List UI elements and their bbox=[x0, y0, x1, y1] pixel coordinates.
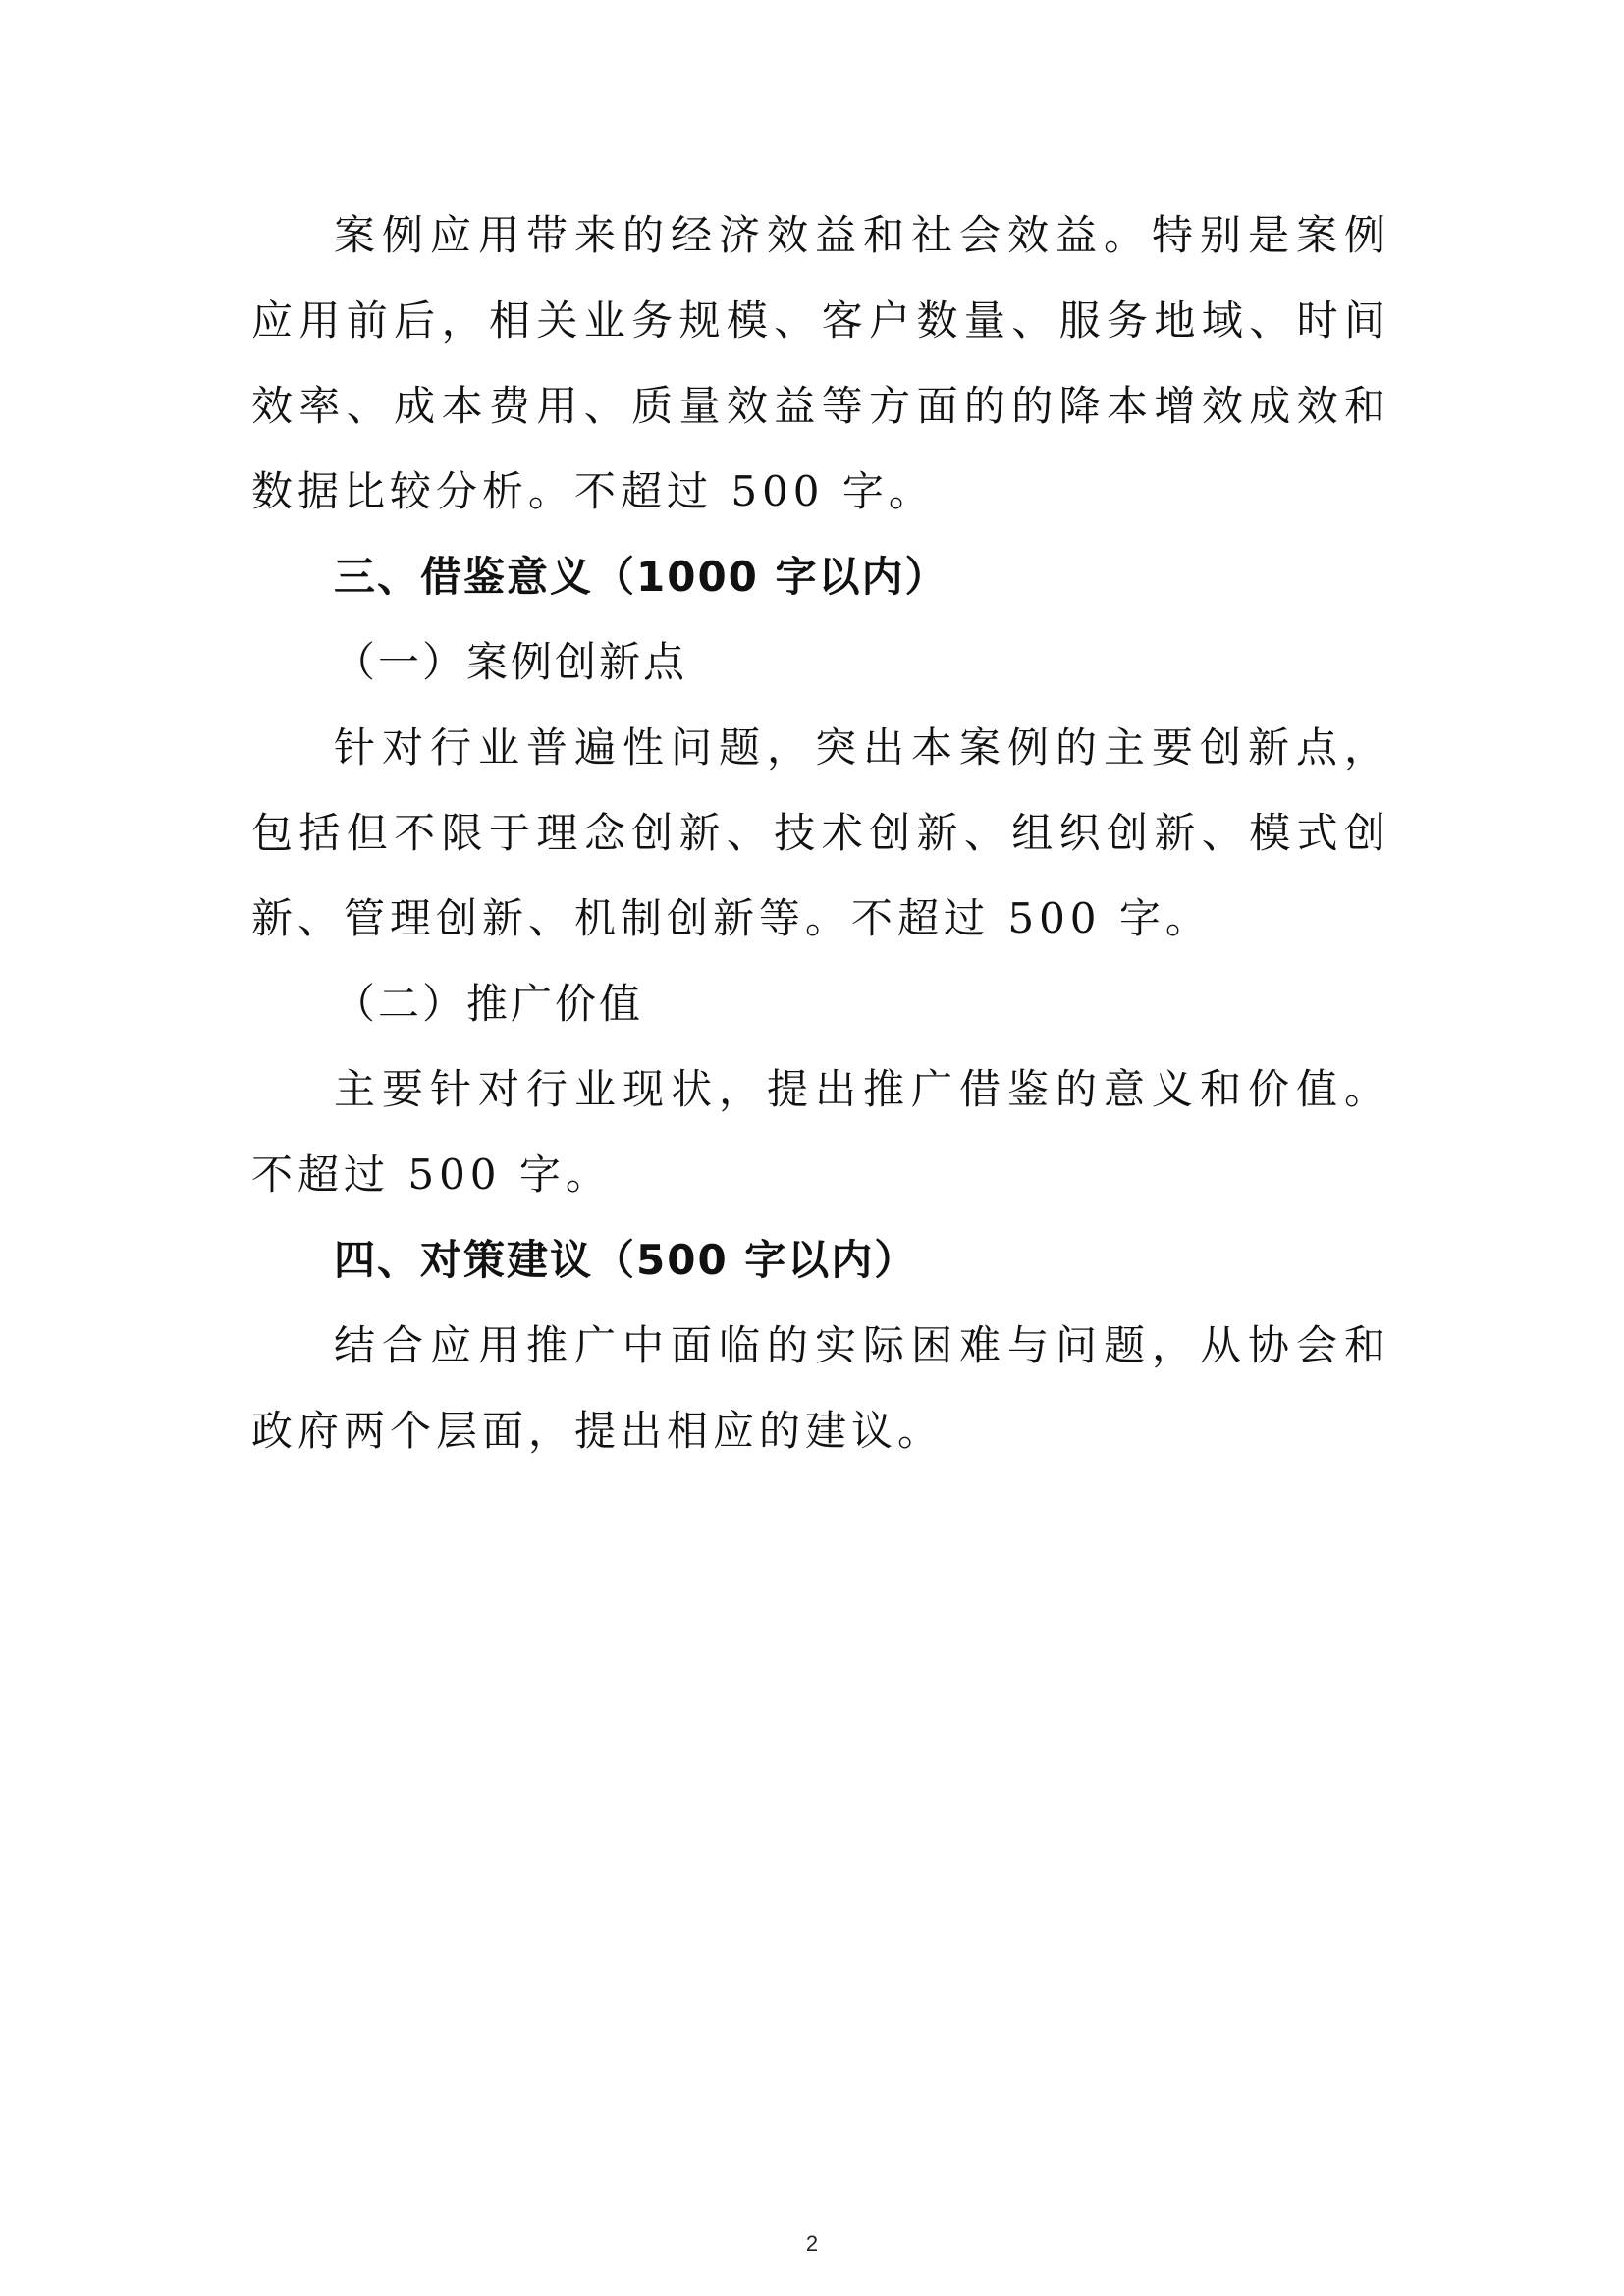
paragraph-promotion-value: 主要针对行业现状，提出推广借鉴的意义和价值。不超过 500 字。 bbox=[251, 1065, 1390, 1199]
section-heading-recommendations: 四、对策建议（500 字以内） bbox=[334, 1236, 918, 1284]
page-number: 2 bbox=[805, 2231, 819, 2256]
subsection-heading-promotion-value: （二）推广价值 bbox=[334, 980, 644, 1028]
paragraph-innovation: 针对行业普遍性问题，突出本案例的主要创新点，包括但不限于理念创新、技术创新、组织创新、模式创新、管理创新、机制创新等。不超过 500 字。 bbox=[251, 723, 1390, 942]
document-body bbox=[251, 192, 1390, 1473]
subsection-heading-innovation: （一）案例创新点 bbox=[334, 638, 688, 686]
section-heading-reference-value: 三、借鉴意义（1000 字以内） bbox=[334, 553, 948, 601]
paragraph-benefits: 案例应用带来的经济效益和社会效益。特别是案例应用前后，相关业务规模、客户数量、服务地域、时间效率、成本费用、质量效益等方面的的降本增效成效和数据比较分析。不超过 500 字。 bbox=[251, 211, 1390, 515]
paragraph-recommendations: 结合应用推广中面临的实际困难与问题，从协会和政府两个层面，提出相应的建议。 bbox=[251, 1321, 1390, 1455]
